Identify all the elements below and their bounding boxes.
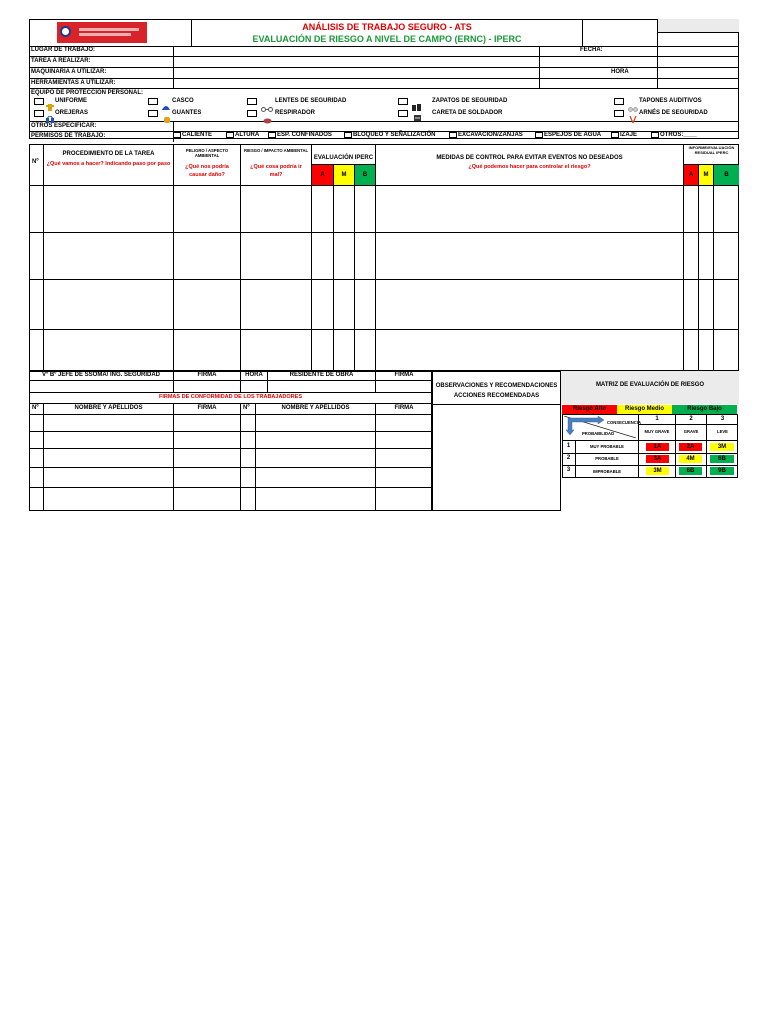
fecha-input[interactable] xyxy=(659,47,738,56)
col-peligro-header: PELIGRO / ASPECTO AMBIENTAL xyxy=(185,148,229,158)
casco-checkbox[interactable] xyxy=(148,98,158,105)
fecha-label: FECHA: xyxy=(580,47,603,53)
permiso-otros-label: OTROS:____ xyxy=(660,132,697,138)
signature-input-row[interactable] xyxy=(30,382,431,392)
matrix-col-label: GRAVE xyxy=(683,429,699,434)
respirador-checkbox[interactable] xyxy=(247,110,257,117)
permiso-izaje-label: IZAJE xyxy=(620,132,638,138)
header-version-cell xyxy=(658,19,739,33)
lugar-label: LUGAR DE TRABAJO: xyxy=(31,47,95,53)
consecuencia-label: CONSECUENCIA xyxy=(607,420,641,425)
header-code-cell xyxy=(582,19,658,47)
epp-zapatos-label: ZAPATOS DE SEGURIDAD xyxy=(432,98,508,104)
permiso-confinados-label: ESP. CONFINADOS xyxy=(277,132,332,138)
tarea-label: TAREA A REALIZAR: xyxy=(31,58,91,64)
otros-label: OTROS ESPECIFICAR: xyxy=(31,123,97,129)
col-medidas-header: MEDIDAS DE CONTROL PARA EVITAR EVENTOS NO DESEADOS xyxy=(436,155,623,161)
maquinaria-input[interactable] xyxy=(175,69,538,78)
matrix-cell: 6B xyxy=(710,455,734,463)
company-logo xyxy=(57,22,147,43)
logo-cell xyxy=(29,19,192,47)
permiso-excavacion-checkbox[interactable] xyxy=(449,132,457,138)
matrix-cell: 3A xyxy=(646,455,669,463)
lugar-input[interactable] xyxy=(175,47,538,56)
uniform-icon xyxy=(46,98,54,105)
permiso-otros-checkbox[interactable] xyxy=(651,132,659,138)
welding-mask-icon xyxy=(413,109,421,116)
epp-tapones-label: TAPONES AUDITIVOS xyxy=(639,98,702,104)
col-procedimiento-header: PROCEDIMIENTO DE LA TAREA xyxy=(62,151,155,157)
residual-a-cell: A xyxy=(684,165,698,185)
acciones-title: ACCIONES RECOMENDADAS xyxy=(453,393,540,399)
herramientas-label: HERRAMIENTAS A UTILIZAR: xyxy=(31,80,116,86)
jefe-ssoma-label: Vº Bº JEFE DE SSOMA/ ING. SEGURIDAD xyxy=(41,372,161,378)
form-subtitle: EVALUACIÓN DE RIESGO A NIVEL DE CAMPO (ERNC) - IPERC xyxy=(252,34,522,44)
sign-firma-header: FIRMA xyxy=(197,405,217,411)
table-row[interactable] xyxy=(30,186,738,231)
earplugs-icon xyxy=(628,99,636,106)
epp-respirador-label: RESPIRADOR xyxy=(275,110,316,116)
matrix-title: MATRIZ DE EVALUACIÓN DE RIESGO xyxy=(595,382,705,388)
epp-uniforme-label: UNIFORME xyxy=(55,98,87,104)
zapatos-checkbox[interactable] xyxy=(398,98,408,105)
uniforme-checkbox[interactable] xyxy=(34,98,44,105)
boots-icon xyxy=(412,98,420,105)
permiso-bloqueo-checkbox[interactable] xyxy=(344,132,352,138)
hora-sign-label: HORA xyxy=(245,372,263,378)
col-riesgo-question: ¿Qué cosa podría ir mal? xyxy=(250,164,302,178)
form-title: ANÁLISIS DE TRABAJO SEGURO - ATS xyxy=(302,22,472,32)
matrix-row-num: 2 xyxy=(566,455,571,461)
guantes-checkbox[interactable] xyxy=(148,110,158,117)
matrix-row-label: MUY PROBABLE xyxy=(590,444,624,449)
matrix-col-label: MUY GRAVE xyxy=(644,429,670,434)
hora-input[interactable] xyxy=(659,69,738,78)
permiso-caliente-checkbox[interactable] xyxy=(173,132,181,138)
col-residual-header: INFORME/EVALUACIÓN RESIDUAL IPERC xyxy=(688,145,735,155)
epp-orejeras-label: OREJERAS xyxy=(55,110,89,116)
epp-careta-label: CARETA DE SOLDADOR xyxy=(432,110,503,116)
matrix-col-num: 1 xyxy=(655,416,659,422)
gloves-icon xyxy=(163,110,171,117)
permiso-izaje-checkbox[interactable] xyxy=(611,132,619,138)
tapones-checkbox[interactable] xyxy=(614,98,624,105)
arnes-checkbox[interactable] xyxy=(614,110,624,117)
sign-nombre-header: NOMBRE Y APELLIDOS xyxy=(74,405,143,411)
permiso-espejos-checkbox[interactable] xyxy=(535,132,543,138)
firmas-conformidad-title: FIRMAS DE CONFORMIDAD DE LOS TRABAJADORES xyxy=(158,394,302,400)
probabilidad-label: PROBABILIDAD xyxy=(582,431,615,436)
legend-riesgo-medio: Riesgo Medio xyxy=(617,405,672,414)
glasses-icon xyxy=(260,99,274,106)
permiso-excavacion-label: EXCAVACION/ZANJAS xyxy=(458,132,523,138)
col-medidas-question: ¿Qué podemos hacer para controlar el riesgo? xyxy=(468,164,591,170)
sign-n-header: Nº xyxy=(32,405,39,411)
table-row[interactable] xyxy=(30,330,738,370)
matrix-cell: 4M xyxy=(679,455,702,463)
sign-nombre2-header: NOMBRE Y APELLIDOS xyxy=(281,405,350,411)
otros-input[interactable] xyxy=(175,123,738,131)
epp-casco-label: CASCO xyxy=(172,98,194,104)
col-evaluacion-header: EVALUACIÓN IPERC xyxy=(313,155,374,161)
harness-icon xyxy=(629,110,637,117)
helmet-icon xyxy=(162,98,170,105)
matrix-col-num: 2 xyxy=(689,416,693,422)
epp-arnes-label: ARNÉS DE SEGURIDAD xyxy=(639,110,708,116)
matrix-row-label: PROBABLE xyxy=(595,456,619,461)
residual-m-cell: M xyxy=(699,165,713,185)
col-peligro-question: ¿Qué nos podría causar daño? xyxy=(185,164,229,178)
matrix-cell: 6B xyxy=(679,467,702,475)
permiso-espejos-label: ESPEJOS DE AGUA xyxy=(544,132,602,138)
permiso-caliente-label: CALIENTE xyxy=(182,132,212,138)
earmuffs-icon xyxy=(46,110,54,117)
matrix-col-num: 3 xyxy=(720,416,725,422)
table-row[interactable] xyxy=(30,233,738,278)
eval-a-cell: A xyxy=(312,165,333,185)
hora-label: HORA xyxy=(611,69,629,75)
residente-label: RESIDENTE DE OBRA xyxy=(289,372,354,378)
observaciones-title: OBSERVACIONES Y RECOMENDACIONES xyxy=(435,383,558,389)
epp-lentes-label: LENTES DE SEGURIDAD xyxy=(275,98,347,104)
matrix-row-label: IMPROBABLE xyxy=(592,469,622,474)
eval-m-cell: M xyxy=(334,165,354,185)
respirator-icon xyxy=(263,111,271,118)
permiso-bloqueo-label: BLOQUEO Y SEÑALIZACIÓN xyxy=(353,132,436,138)
matrix-cell: 3M xyxy=(710,443,734,451)
lentes-checkbox[interactable] xyxy=(247,98,257,105)
col-riesgo-header: RIESGO / IMPACTO AMBIENTAL xyxy=(243,148,309,153)
permiso-altura-checkbox[interactable] xyxy=(226,132,234,138)
eval-b-cell: B xyxy=(355,165,375,185)
matrix-cell: 2A xyxy=(679,443,702,451)
sign-n2-header: Nº xyxy=(243,405,250,411)
matrix-cell: 1A xyxy=(646,443,669,451)
matrix-row-num: 3 xyxy=(566,467,571,473)
sign-firma2-header: FIRMA xyxy=(394,405,414,411)
col-n-header: Nº xyxy=(32,159,39,165)
matrix-cell: 3M xyxy=(646,467,669,475)
herramientas-input[interactable] xyxy=(175,80,738,88)
orejeras-checkbox[interactable] xyxy=(34,110,44,117)
residual-b-cell: B xyxy=(714,165,739,185)
matrix-row-num: 1 xyxy=(566,443,571,449)
epp-label: EQUIPO DE PROTECCION PERSONAL: xyxy=(31,90,144,96)
matrix-cell: 9B xyxy=(710,467,734,475)
careta-checkbox[interactable] xyxy=(398,110,408,117)
matrix-col-label: LEVE xyxy=(717,429,728,434)
worker-signature-rows[interactable] xyxy=(30,416,431,510)
col-procedimiento-question: ¿Qué vamos a hacer? Indicando paso por paso xyxy=(46,161,171,167)
legend-riesgo-bajo: Riesgo Bajo xyxy=(672,405,737,414)
observaciones-input[interactable] xyxy=(433,406,560,510)
ats-form xyxy=(29,19,739,511)
epp-guantes-label: GUANTES xyxy=(172,110,202,116)
permiso-altura-label: ALTURA xyxy=(235,132,260,138)
permiso-confinados-checkbox[interactable] xyxy=(268,132,276,138)
permisos-label: PERMISOS DE TRABAJO: xyxy=(31,133,106,139)
maquinaria-label: MAQUINARIA A UTILIZAR: xyxy=(31,69,107,75)
firma-jefe-label: FIRMA xyxy=(197,372,217,378)
tarea-input[interactable] xyxy=(175,58,538,67)
firma-residente-label: FIRMA xyxy=(394,372,414,378)
legend-riesgo-alto: Riesgo Alto xyxy=(562,405,617,414)
table-row[interactable] xyxy=(30,280,738,328)
